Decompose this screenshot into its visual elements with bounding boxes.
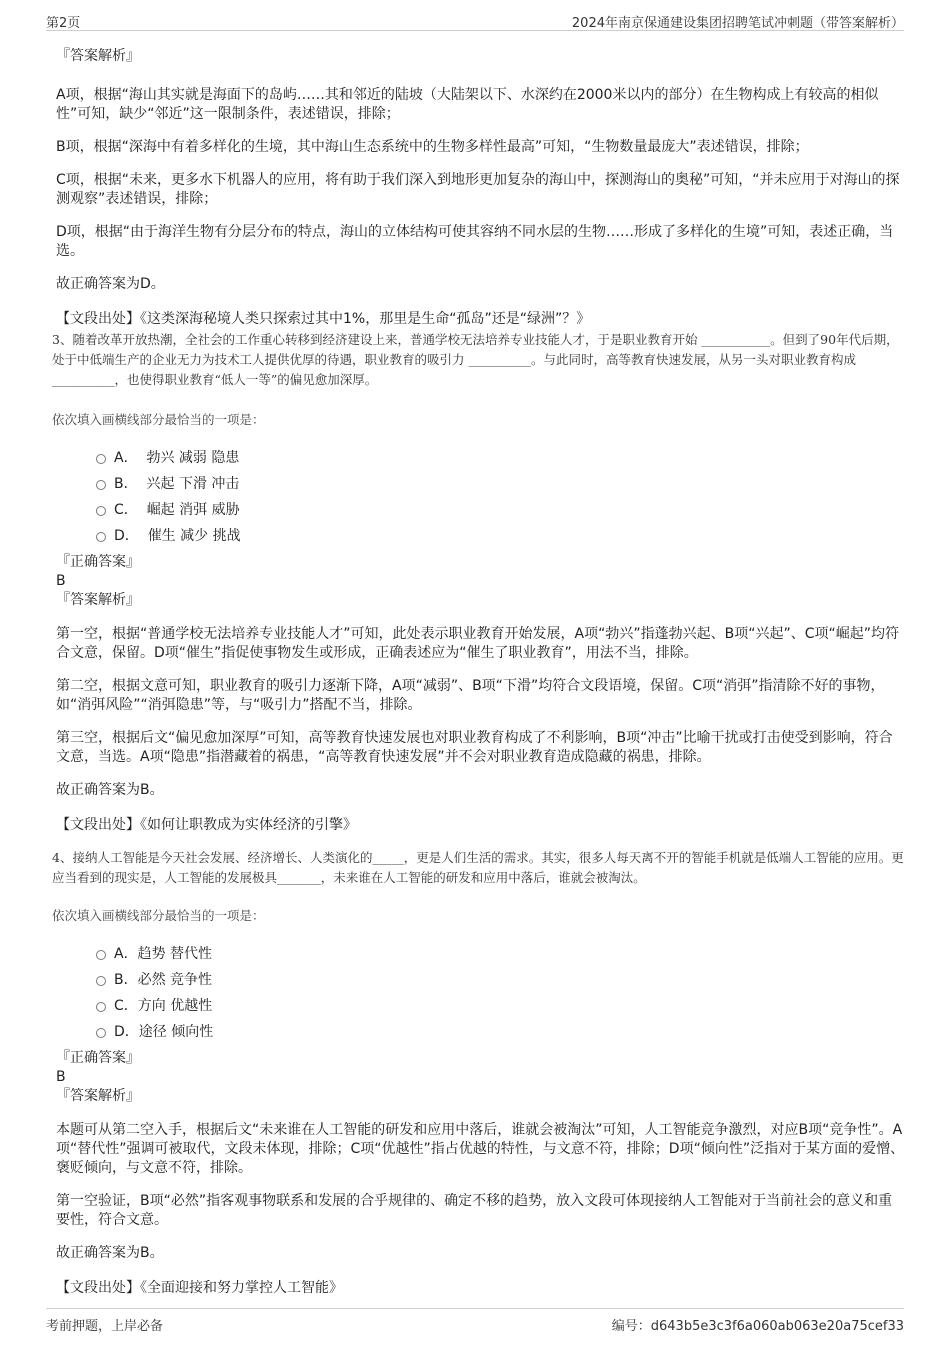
radio-button-icon[interactable] (96, 506, 106, 516)
analysis-paragraph-3: 第三空，根据后文“偏见愈加深厚”可知，高等教育快速发展也对职业教育构成了不利影响，B项“冲击”比喻干扰或打击使受到影响，符合文意，当选。A项“隐患”指潜藏着的祸患，“高等教育快速发展”并不会对职业教育造成隐藏的祸患，排除。 (56, 730, 893, 765)
question-4-prompt: 依次填入画横线部分最恰当的一项是： (52, 908, 265, 923)
analysis-paragraph-b: B项，根据“深海中有着多样化的生境，其中海山生态系统中的生物多样性最高”可知，“生物数量最庞大”表述错误，排除； (56, 139, 809, 155)
analysis-paragraph-1: 本题可从第二空入手，根据后文“未来谁在人工智能的研发和应用中落后，谁就会被淘汰”可知，人工智能竞争激烈，对应B项“竞争性”。A项“替代性”强调可被取代，文段未体现，排除；C项“优越性”指占优越的特性，与文意不符，排除；D项“倾向性”泛指对于某方面的爱憎、褒贬倾向，与文意不符，排除。 (56, 1122, 905, 1176)
option-b[interactable]: B．必然 竞争性 (56, 967, 906, 993)
analysis-label: 『答案解析』 (56, 592, 140, 608)
option-a[interactable]: A．趋势 替代性 (56, 941, 906, 967)
radio-button-icon[interactable] (96, 532, 106, 542)
analysis-paragraph-1: 第一空，根据“普通学校无法培养专业技能人才”可知，此处表示职业教育开始发展，A项“勃兴”指蓬勃兴起、B项“兴起”、C项“崛起”均符合文意，保留。D项“催生”指促使事物发生或形成，正确表述应为“催生了职业教育”，用法不当，排除。 (56, 626, 899, 661)
page-header (46, 8, 904, 31)
footer-slogan: 考前押题，上岸必备 (46, 1319, 164, 1334)
radio-button-icon[interactable] (96, 454, 106, 464)
analysis-paragraph-d: D项，根据“由于海洋生物有分层分布的特点，海山的立体结构可使其容纳不同水层的生物……形成了多样化的生境”可知，表述正确，当选。 (56, 224, 894, 259)
document-code: 编号：d643b5e3c3f6a060ab063e20a75cef33 (611, 1319, 904, 1334)
correct-answer-label: 『正确答案』 (56, 554, 140, 570)
question-4-stem: 4、接纳人工智能是今天社会发展、经济增长、人类演化的_____，更是人们生活的需求。其实，很多人每天离不开的智能手机就是低端人工智能的应用。更应当看到的现实是，人工智能的发展极具_______，未来谁在人工智能的研发和应用中落后，谁就会被淘汰。 (52, 850, 904, 885)
question-3-stem: 3、随着改革开放热潮，全社会的工作重心转移到经济建设上来，普通学校无法培养专业技能人才，于是职业教育开始 ___________。但到了90年代后期，处于中低端生产的企业无力为技术工人提供优厚的待遇，职业教育的吸引力 __________。与此同时，高等教育快速发展，从另一头对职业教育构成 __________，也使得职业教育“低人一等”的偏见愈加深厚。 (52, 332, 899, 387)
correct-answer-label: 『正确答案』 (56, 1050, 140, 1066)
analysis-conclusion: 故正确答案为B。 (56, 1245, 164, 1261)
passage-source: 【文段出处】《这类深海秘境人类只探索过其中1%，那里是生命“孤岛”还是“绿洲”？》 (56, 311, 591, 327)
option-d[interactable]: D．途径 倾向性 (56, 1019, 906, 1045)
analysis-label: 『答案解析』 (56, 48, 140, 64)
question-3-options (56, 445, 906, 549)
radio-button-icon[interactable] (96, 480, 106, 490)
analysis-conclusion: 故正确答案为B。 (56, 782, 164, 798)
option-b[interactable]: B． 兴起 下滑 冲击 (56, 471, 906, 497)
document-title: 2024年南京保通建设集团招聘笔试冲刺题（带答案解析） (571, 16, 904, 31)
analysis-paragraph-2: 第一空验证，B项“必然”指客观事物联系和发展的合乎规律的、确定不移的趋势，放入文段可体现接纳人工智能对于当前社会的意义和重要性，符合文意。 (56, 1193, 893, 1228)
page-number: 第2页 (46, 16, 81, 31)
option-a[interactable]: A． 勃兴 减弱 隐患 (56, 445, 906, 471)
correct-answer: B (56, 1069, 66, 1085)
page-footer (46, 1308, 904, 1339)
radio-button-icon[interactable] (96, 1028, 106, 1038)
document-body (52, 42, 906, 1297)
option-d[interactable]: D． 催生 减少 挑战 (56, 523, 906, 549)
passage-source: 【文段出处】《如何让职教成为实体经济的引擎》 (56, 817, 357, 833)
analysis-label: 『答案解析』 (56, 1088, 140, 1104)
radio-button-icon[interactable] (96, 950, 106, 960)
question-4-options (56, 941, 906, 1045)
analysis-conclusion: 故正确答案为D。 (56, 276, 165, 292)
correct-answer: B (56, 573, 66, 589)
radio-button-icon[interactable] (96, 976, 106, 986)
option-c[interactable]: C． 崛起 消弭 威胁 (56, 497, 906, 523)
question-3-prompt: 依次填入画横线部分最恰当的一项是： (52, 412, 265, 427)
passage-source: 【文段出处】《全面迎接和努力掌控人工智能》 (56, 1280, 343, 1296)
option-c[interactable]: C．方向 优越性 (56, 993, 906, 1019)
analysis-paragraph-c: C项，根据“未来，更多水下机器人的应用，将有助于我们深入到地形更加复杂的海山中，探测海山的奥秘”可知，“并未应用于对海山的探测观察”表述错误，排除； (56, 172, 900, 207)
analysis-paragraph-a: A项，根据“海山其实就是海面下的岛屿……其和邻近的陆坡（大陆架以下、水深约在2000米以内的部分）在生物构成上有较高的相似性”可知，缺少“邻近”这一限制条件，表述错误，排除； (56, 87, 879, 122)
radio-button-icon[interactable] (96, 1002, 106, 1012)
analysis-paragraph-2: 第二空，根据文意可知，职业教育的吸引力逐渐下降，A项“减弱”、B项“下滑”均符合文段语境，保留。C项“消弭”指清除不好的事物，如“消弭风险”“消弭隐患”等，与“吸引力”搭配不当，排除。 (56, 678, 885, 713)
